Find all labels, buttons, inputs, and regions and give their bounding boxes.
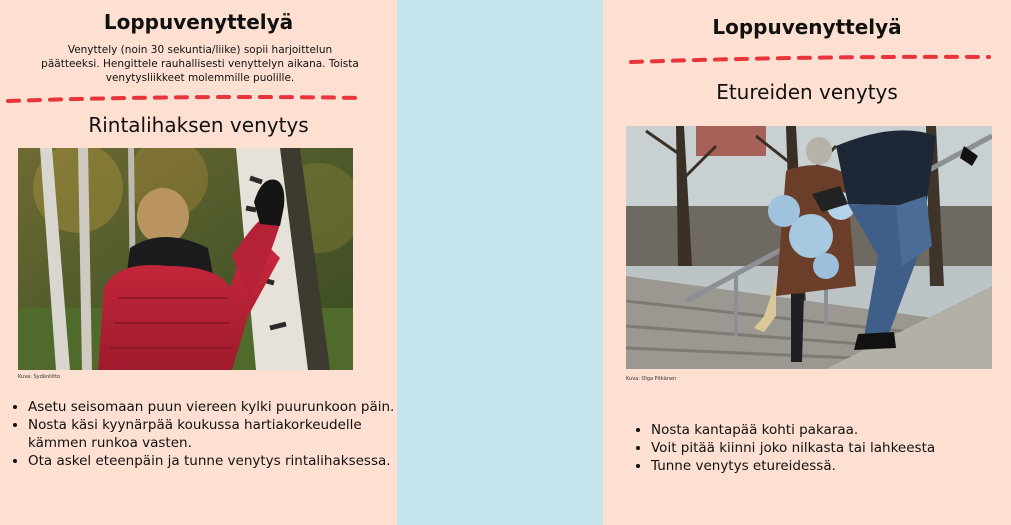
right-dashed-divider — [629, 52, 991, 68]
left-exercise-title: Rintalihaksen venytys — [88, 113, 309, 137]
left-main-title: Loppuvenyttelyä — [103, 10, 294, 34]
left-photo-credit: Kuva: Sydänliitto — [18, 374, 61, 380]
list-item: • Asetu seisomaan puun viereen kylki puurunkoon päin. — [28, 398, 397, 416]
intro-text: Venyttely (noin 30 sekuntia/liike) sopii harjoittelun päätteeksi. Hengittele rauhallisesti venyttelyn aikana. Toista venytysliikkeet molemmille puolille. — [41, 44, 359, 85]
right-main-title: Loppuvenyttelyä — [712, 15, 902, 39]
left-card — [0, 0, 397, 525]
list-item: • Ota askel eteenpäin ja tunne venytys rintalihaksessa. — [28, 452, 397, 470]
right-exercise-title: Etureiden venytys — [716, 80, 898, 104]
left-dashed-divider — [6, 92, 366, 106]
thigh-stretch-photo — [626, 126, 992, 369]
list-item: • Nosta käsi kyynärpää koukussa hartiakorkeudelle kämmen runkoa vasten. — [28, 416, 397, 452]
right-steps-list — [631, 421, 1011, 475]
list-item: • Voit pitää kiinni joko nilkasta tai lahkeesta — [651, 439, 1011, 457]
right-photo-credit: Kuva: Olga Pitkänen — [626, 376, 677, 382]
list-item: • Nosta kantapää kohti pakaraa. — [651, 421, 1011, 439]
left-steps-list — [8, 398, 397, 470]
chest-stretch-photo — [18, 148, 353, 370]
right-card — [603, 0, 1011, 525]
list-item: • Tunne venytys etureidessä. — [651, 457, 1011, 475]
